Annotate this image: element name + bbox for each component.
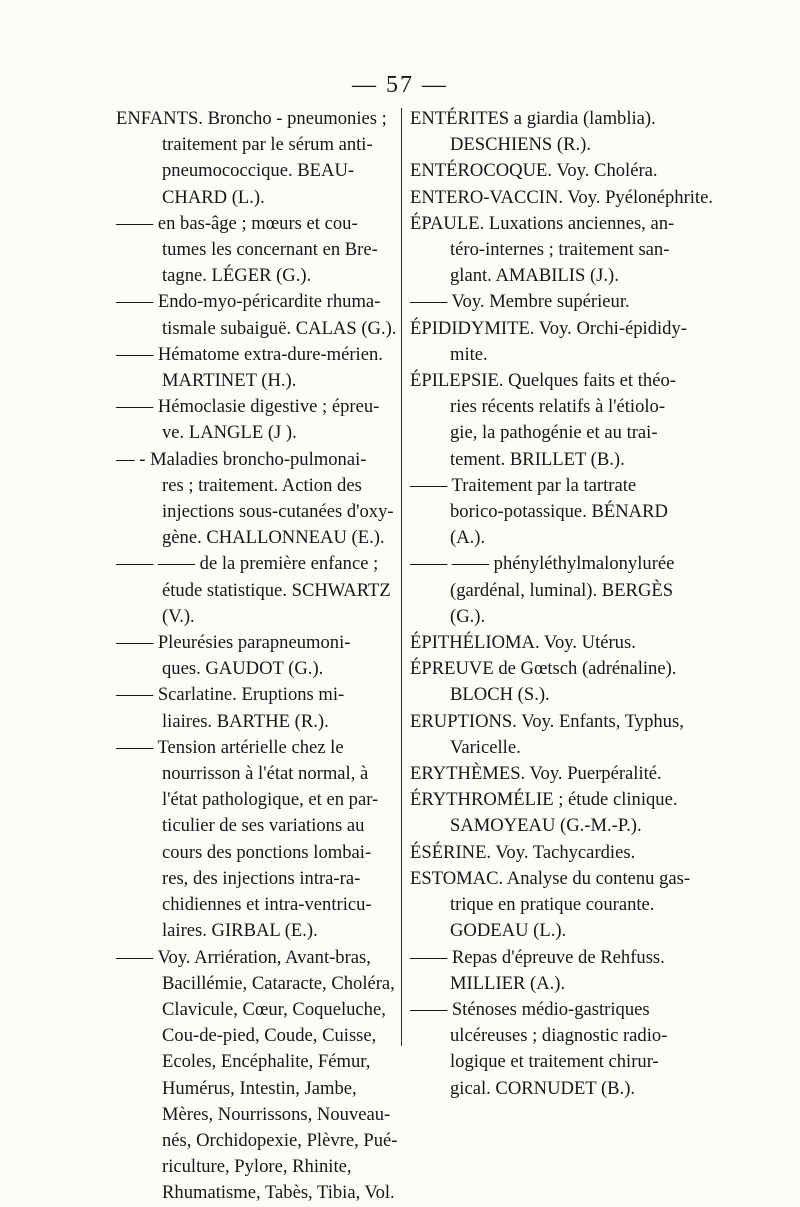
entry-line: —— Scarlatine. Eruptions mi- xyxy=(116,684,345,706)
entry-line: riculture, Pylore, Rhinite, xyxy=(162,1156,352,1178)
entry-line: MARTINET (H.). xyxy=(162,370,297,392)
index-entry xyxy=(116,342,404,394)
entry-line: l'état pathologique, et en par- xyxy=(162,789,379,811)
entry-line: —— Hémoclasie digestive ; épreu- xyxy=(116,396,380,418)
index-entry xyxy=(116,945,404,1207)
index-entry xyxy=(116,106,404,211)
entry-line: ve. LANGLE (J ). xyxy=(162,422,297,444)
entry-line: ERYTHÈMES. Voy. Puerpéralité. xyxy=(410,763,662,785)
index-entry xyxy=(410,656,686,708)
index-entry xyxy=(410,158,686,184)
entry-line: MILLIER (A.). xyxy=(450,972,566,994)
index-entry xyxy=(410,551,686,630)
entry-line: tismale subaiguë. CALAS (G.). xyxy=(162,317,397,339)
entry-line: —— Voy. Arriération, Avant-bras, xyxy=(116,946,371,968)
page-number: — 57 — xyxy=(352,72,448,98)
entry-line: —— Traitement par la tartrate xyxy=(410,474,637,496)
entry-line: SAMOYEAU (G.-M.-P.). xyxy=(450,815,642,837)
left-column xyxy=(116,106,404,1207)
entry-line: CHARD (L.). xyxy=(162,186,265,208)
entry-line: — - Maladies broncho-pulmonai- xyxy=(116,448,367,470)
entry-line: (gardénal, luminal). BERGÈS xyxy=(450,579,674,601)
entry-line: ulcéreuses ; diagnostic radio- xyxy=(450,1025,668,1047)
entry-line: BLOCH (S.). xyxy=(450,684,550,706)
entry-line: glant. AMABILIS (J.). xyxy=(450,265,619,287)
index-entry xyxy=(410,866,691,945)
entry-line: étude statistique. SCHWARTZ xyxy=(162,579,391,601)
entry-line: ÉPREUVE de Gœtsch (adrénaline). xyxy=(410,658,677,680)
entry-line: gène. CHALLONNEAU (E.). xyxy=(162,527,385,549)
entry-line: —— Sténoses médio-gastriques xyxy=(410,998,650,1020)
entry-line: (V.). xyxy=(162,605,195,627)
entry-line: liaires. BARTHE (R.). xyxy=(162,710,329,732)
index-entry xyxy=(116,551,404,630)
entry-line: Humérus, Intestin, Jambe, xyxy=(162,1077,357,1099)
entry-line: ÉPAULE. Luxations anciennes, an- xyxy=(410,212,675,234)
entry-line: —— Tension artérielle chez le xyxy=(116,736,344,758)
index-entry xyxy=(410,787,686,839)
index-entry xyxy=(410,289,686,315)
entry-line: ÉPIDIDYMITE. Voy. Orchi-épididy- xyxy=(410,317,687,339)
index-entry xyxy=(116,630,404,682)
entry-line: —— Hématome extra-dure-mérien. xyxy=(116,343,383,365)
entry-line: gical. CORNUDET (B.). xyxy=(450,1077,636,1099)
entry-line: ÉPILEPSIE. Quelques faits et théo- xyxy=(410,370,676,392)
index-entry xyxy=(410,106,686,158)
entry-line: —— Endo-myo-péricardite rhuma- xyxy=(116,291,381,313)
entry-line: (G.). xyxy=(450,605,486,627)
entry-line: —— —— phényléthylmalonylurée xyxy=(410,553,675,575)
entry-line: res, des injections intra-ra- xyxy=(162,867,361,889)
entry-line: ries récents relatifs à l'étiolo- xyxy=(450,396,666,418)
entry-line: borico-potassique. BÉNARD xyxy=(450,501,668,523)
entry-line: tumes les concernant en Bre- xyxy=(162,239,378,261)
entry-line: ÉSÉRINE. Voy. Tachycardies. xyxy=(410,841,636,863)
entry-line: tement. BRILLET (B.). xyxy=(450,448,625,470)
entry-line: chidiennes et intra-ventricu- xyxy=(162,894,372,916)
entry-line: ENFANTS. Broncho - pneumonies ; xyxy=(116,108,387,129)
index-entry xyxy=(410,473,686,552)
entry-line: Bacillémie, Cataracte, Choléra, xyxy=(162,972,395,994)
entry-line: Mères, Nourrissons, Nouveau- xyxy=(162,1103,391,1125)
entry-line: DESCHIENS (R.). xyxy=(450,134,592,156)
index-entry xyxy=(116,211,404,290)
entry-line: pneumococcique. BEAU- xyxy=(162,160,355,182)
entry-line: tagne. LÉGER (G.). xyxy=(162,265,312,287)
index-entry xyxy=(116,447,404,552)
entry-line: Clavicule, Cœur, Coqueluche, xyxy=(162,998,386,1020)
entry-line: —— Pleurésies parapneumoni- xyxy=(116,632,351,654)
entry-line: —— Repas d'épreuve de Rehfuss. xyxy=(410,946,665,968)
entry-line: téro-internes ; traitement san- xyxy=(450,239,670,261)
column-divider xyxy=(401,108,402,1046)
entry-line: logique et traitement chirur- xyxy=(450,1051,659,1073)
entry-line: trique en pratique courante. xyxy=(450,894,655,916)
index-entry xyxy=(410,211,686,290)
index-entry xyxy=(410,761,686,787)
entry-line: traitement par le sérum anti- xyxy=(162,134,373,156)
index-entry xyxy=(410,945,686,997)
entry-line: ques. GAUDOT (G.). xyxy=(162,658,324,680)
entry-line: —— en bas-âge ; mœurs et cou- xyxy=(116,212,358,234)
entry-line: cours des ponctions lombai- xyxy=(162,841,372,863)
index-entry xyxy=(116,289,404,341)
index-entry xyxy=(410,185,713,211)
entry-line: Cou-de-pied, Coude, Cuisse, xyxy=(162,1025,377,1047)
entry-line: injections sous-cutanées d'oxy- xyxy=(162,501,394,523)
right-column xyxy=(410,106,713,1102)
entry-line: nourrisson à l'état normal, à xyxy=(162,763,369,785)
index-entry xyxy=(116,735,404,945)
entry-line: Rhumatisme, Tabès, Tibia, Vol. xyxy=(162,1182,395,1204)
entry-line: res ; traitement. Action des xyxy=(162,474,362,496)
entry-line: ESTOMAC. Analyse du contenu gas- xyxy=(410,867,691,889)
entry-line: ENTÉRITES a giardia (lamblia). xyxy=(410,108,656,129)
entry-line: ERUPTIONS. Voy. Enfants, Typhus, xyxy=(410,710,684,732)
entry-line: (A.). xyxy=(450,527,486,549)
entry-line: mite. xyxy=(450,343,488,365)
entry-line: —— Voy. Membre supérieur. xyxy=(410,291,630,313)
entry-line: —— —— de la première enfance ; xyxy=(116,553,379,575)
entry-line: Varicelle. xyxy=(450,736,521,758)
entry-line: gie, la pathogénie et au trai- xyxy=(450,422,658,444)
index-entry xyxy=(410,709,686,761)
entry-line: ÉRYTHROMÉLIE ; étude clinique. xyxy=(410,789,678,811)
index-entry xyxy=(410,630,686,656)
entry-line: GODEAU (L.). xyxy=(450,920,567,942)
entry-line: Ecoles, Encéphalite, Fémur, xyxy=(162,1051,371,1073)
index-entry xyxy=(410,840,686,866)
entry-line: nés, Orchidopexie, Plèvre, Pué- xyxy=(162,1129,398,1151)
index-entry xyxy=(410,316,686,368)
entry-line: ENTERO-VACCIN. Voy. Pyélonéphrite. xyxy=(410,186,713,208)
entry-line: ÉPITHÉLIOMA. Voy. Utérus. xyxy=(410,632,636,654)
entry-line: ticulier de ses variations au xyxy=(162,815,365,837)
entry-line: laires. GIRBAL (E.). xyxy=(162,920,318,942)
index-entry xyxy=(410,368,686,473)
index-entry xyxy=(116,682,404,734)
index-entry xyxy=(116,394,404,446)
index-entry xyxy=(410,997,686,1102)
entry-line: ENTÉROCOQUE. Voy. Choléra. xyxy=(410,160,658,182)
